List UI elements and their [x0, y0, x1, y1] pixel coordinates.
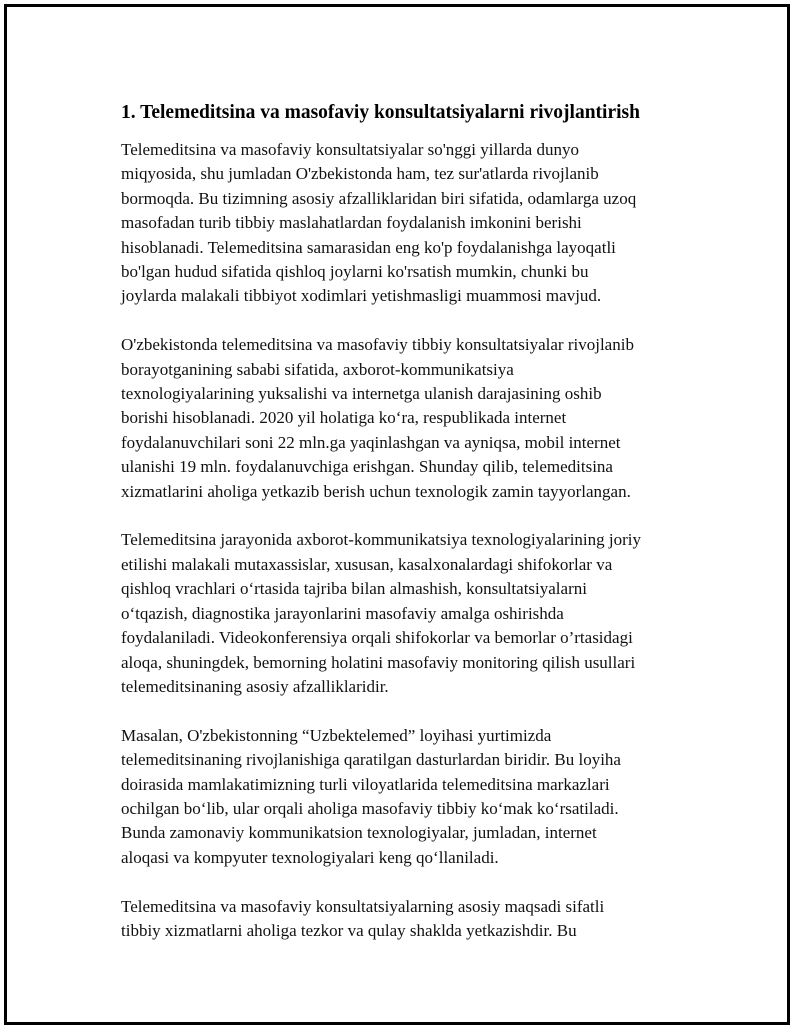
paragraph: [121, 528, 701, 699]
text-line: miqyosida, shu jumladan O'zbekistonda ham, tez sur'atlarda rivojlanib: [121, 164, 599, 184]
text-line: aloqasi va kompyuter texnologiyalari keng qo‘llaniladi.: [121, 847, 499, 867]
text-line: joylarda malakali tibbiyot xodimlari yetishmasligi muammosi mavjud.: [121, 286, 602, 306]
document-page: [4, 4, 790, 1025]
paragraph: [121, 895, 701, 944]
text-line: borishi hisoblanadi. 2020 yil holatiga ko‘ra, respublikada internet: [121, 408, 567, 428]
text-line: foydalanuvchilari soni 22 mln.ga yaqinlashgan va ayniqsa, mobil internet: [121, 432, 621, 452]
paragraph-list: [121, 138, 701, 943]
text-line: doirasida mamlakatimizning turli viloyatlarida telemeditsina markazlari: [121, 774, 610, 794]
text-line: foydalaniladi. Videokonferensiya orqali shifokorlar va bemorlar o’rtasidagi: [121, 628, 633, 648]
text-line: masofadan turib tibbiy maslahatlardan foydalanish imkonini berishi: [121, 213, 582, 233]
text-line: O'zbekistonda telemeditsina va masofaviy tibbiy konsultatsiyalar rivojlanib: [121, 335, 634, 355]
section-heading: 1. Telemeditsina va masofaviy konsultatsiyalarni rivojlantirish: [121, 102, 640, 123]
text-line: telemeditsinaning asosiy afzalliklaridir.: [121, 676, 389, 696]
text-line: xizmatlarini aholiga yetkazib berish uchun texnologik zamin tayyorlangan.: [121, 481, 631, 501]
text-line: hisoblanadi. Telemeditsina samarasidan eng ko'p foydalanishga layoqatli: [121, 237, 616, 257]
text-line: Telemeditsina jarayonida axborot-kommunikatsiya texnologiyalarining joriy: [121, 530, 642, 550]
paragraph: [121, 724, 701, 870]
paragraph: [121, 333, 701, 504]
text-line: borayotganining sababi sifatida, axborot-kommunikatsiya: [121, 359, 514, 379]
text-line: telemeditsinaning rivojlanishiga qaratilgan dasturlardan biridir. Bu loyiha: [121, 750, 621, 770]
text-line: aloqa, shuningdek, bemorning holatini masofaviy monitoring qilish usullari: [121, 652, 636, 672]
text-line: Masalan, O'zbekistonning “Uzbektelemed” loyihasi yurtimizda: [121, 725, 552, 745]
text-line: Bunda zamonaviy kommunikatsion texnologiyalar, jumladan, internet: [121, 823, 597, 843]
text-line: Telemeditsina va masofaviy konsultatsiyalar so'nggi yillarda dunyo: [121, 140, 579, 159]
text-line: qishloq vrachlari o‘rtasida tajriba bilan almashish, konsultatsiyalarni: [121, 579, 587, 599]
text-line: tibbiy xizmatlarni aholiga tezkor va qulay shaklda yetkazishdir. Bu: [121, 920, 577, 940]
text-line: bo'lgan hudud sifatida qishloq joylarni ko'rsatish mumkin, chunki bu: [121, 262, 589, 282]
text-line: texnologiyalarining yuksalishi va internetga ulanish darajasining oshib: [121, 384, 602, 404]
text-line: etilishi malakali mutaxassislar, xususan, kasalxonalardagi shifokorlar va: [121, 554, 613, 574]
text-line: ochilgan bo‘lib, ular orqali aholiga masofaviy tibbiy ko‘mak ko‘rsatiladi.: [121, 798, 619, 818]
document-body: [121, 100, 701, 968]
text-line: Telemeditsina va masofaviy konsultatsiyalarning asosiy maqsadi sifatli: [121, 896, 605, 916]
text-line: bormoqda. Bu tizimning asosiy afzalliklaridan biri sifatida, odamlarga uzoq: [121, 188, 637, 208]
paragraph: [121, 138, 701, 309]
text-line: ulanishi 19 mln. foydalanuvchiga erishgan. Shunday qilib, telemeditsina: [121, 457, 613, 477]
text-line: o‘tqazish, diagnostika jarayonlarini masofaviy amalga oshirishda: [121, 603, 564, 623]
